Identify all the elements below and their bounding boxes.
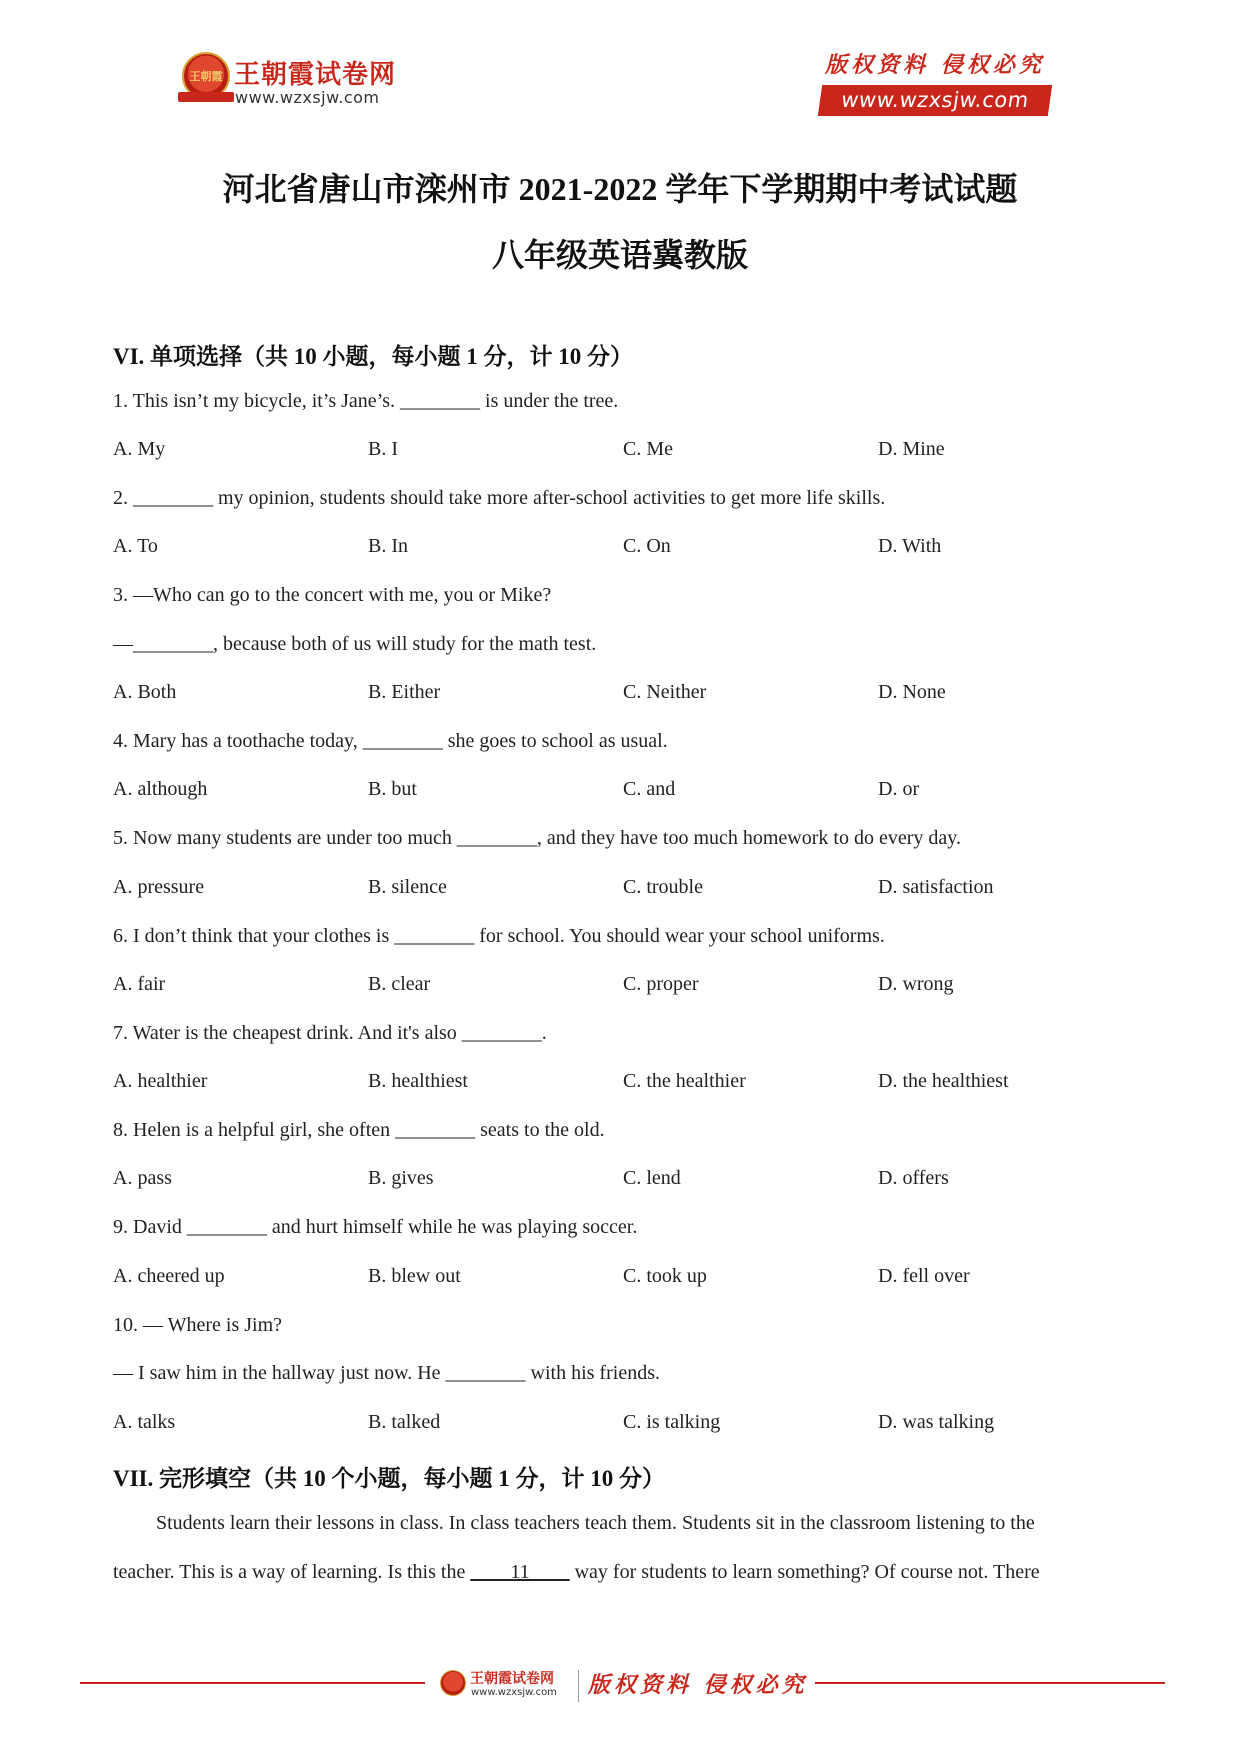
option-a: A. talks [113,1411,176,1433]
footer-rule-right [815,1682,1165,1684]
option-a: A. Both [113,681,177,703]
cloze-blank-11: ____11____ [470,1561,570,1583]
option-c: C. trouble [623,876,703,898]
copyright-block [820,48,1050,116]
brand-url: www.wzxsjw.com [235,88,380,107]
option-b: B. I [368,438,398,460]
brand-name: 王朝霞试卷网 [234,60,397,90]
option-c: C. is talking [623,1411,721,1433]
question-stem: 5. Now many students are under too much ________, and they have too much homework to do every day. [113,827,961,849]
question-stem: 4. Mary has a toothache today, ________ she goes to school as usual. [113,730,668,752]
footer-logo [440,1668,580,1704]
option-c: C. proper [623,973,699,995]
question-stem: 9. David ________ and hurt himself while he was playing soccer. [113,1216,638,1238]
option-b: B. but [368,778,417,800]
question-stem: 2. ________ my opinion, students should take more after-school activities to get more life skills. [113,487,886,509]
option-d: D. or [878,778,920,800]
question-stem: 10. — Where is Jim? [113,1314,283,1336]
option-b: B. gives [368,1167,434,1189]
footer-slogan: 版权资料 侵权必究 [588,1672,808,1698]
footer-rule-left [80,1682,425,1684]
copyright-url: www.wzxsjw.com [818,85,1052,116]
question-stem: 3. —Who can go to the concert with me, you or Mike? [113,584,552,606]
footer-seal-icon [440,1670,466,1696]
option-d: D. Mine [878,438,945,460]
option-a: A. although [113,778,208,800]
passage-line [113,1561,1133,1584]
seal-ribbon [178,92,234,102]
option-a: A. healthier [113,1070,208,1092]
page-title: 河北省唐山市滦州市 2021-2022 学年下学期期中考试试题 [222,171,1018,207]
option-c: C. On [623,535,671,557]
option-d: D. fell over [878,1265,970,1287]
option-d: D. With [878,535,942,557]
option-b: B. clear [368,973,431,995]
footer-separator [578,1670,579,1702]
option-d: D. wrong [878,973,954,995]
question-stem: 8. Helen is a helpful girl, she often ________ seats to the old. [113,1119,605,1141]
passage-line: Students learn their lessons in class. In class teachers teach them. Students sit in the classroom listening to the [156,1512,1035,1534]
copyright-slogan: 版权资料 侵权必究 [825,52,1045,78]
option-a: A. My [113,438,166,460]
section-heading-vi: VI. 单项选择（共 10 小题，每小题 1 分，计 10 分） [113,344,634,369]
question-stem: 6. I don’t think that your clothes is ________ for school. You should wear your school uniforms. [113,925,885,947]
option-d: D. None [878,681,946,703]
question-stem: 7. Water is the cheapest drink. And it's also ________. [113,1022,547,1044]
passage-text: teacher. This is a way of learning. Is this the [113,1561,471,1583]
brand-logo [182,48,422,110]
option-c: C. lend [623,1167,681,1189]
option-d: D. offers [878,1167,949,1189]
question-stem-line2: — I saw him in the hallway just now. He ________ with his friends. [113,1362,660,1384]
footer-brand-name: 王朝霞试卷网 [470,1671,554,1687]
question-stem: 1. This isn’t my bicycle, it’s Jane’s. ________ is under the tree. [113,390,619,412]
option-a: A. pressure [113,876,205,898]
passage-text: way for students to learn something? Of course not. There [569,1561,1040,1583]
question-stem-line2: —________, because both of us will study for the math test. [113,633,597,655]
option-b: B. healthiest [368,1070,468,1092]
section-heading-vii: VII. 完形填空（共 10 个小题，每小题 1 分，计 10 分） [113,1466,666,1491]
option-d: D. the healthiest [878,1070,1009,1092]
option-c: C. and [623,778,676,800]
option-a: A. pass [113,1167,172,1189]
option-b: B. Either [368,681,441,703]
option-b: B. blew out [368,1265,461,1287]
option-c: C. took up [623,1265,707,1287]
option-c: C. Neither [623,681,707,703]
brand-seal-icon: 王朝霞 [182,52,230,100]
option-c: C. the healthier [623,1070,746,1092]
footer-brand-url: www.wzxsjw.com [471,1687,557,1698]
option-b: B. In [368,535,408,557]
option-b: B. silence [368,876,447,898]
option-c: C. Me [623,438,673,460]
option-d: D. was talking [878,1411,995,1433]
page-subtitle: 八年级英语冀教版 [491,237,748,273]
option-a: A. cheered up [113,1265,225,1287]
option-d: D. satisfaction [878,876,994,898]
option-b: B. talked [368,1411,441,1433]
option-a: A. fair [113,973,166,995]
option-a: A. To [113,535,158,557]
